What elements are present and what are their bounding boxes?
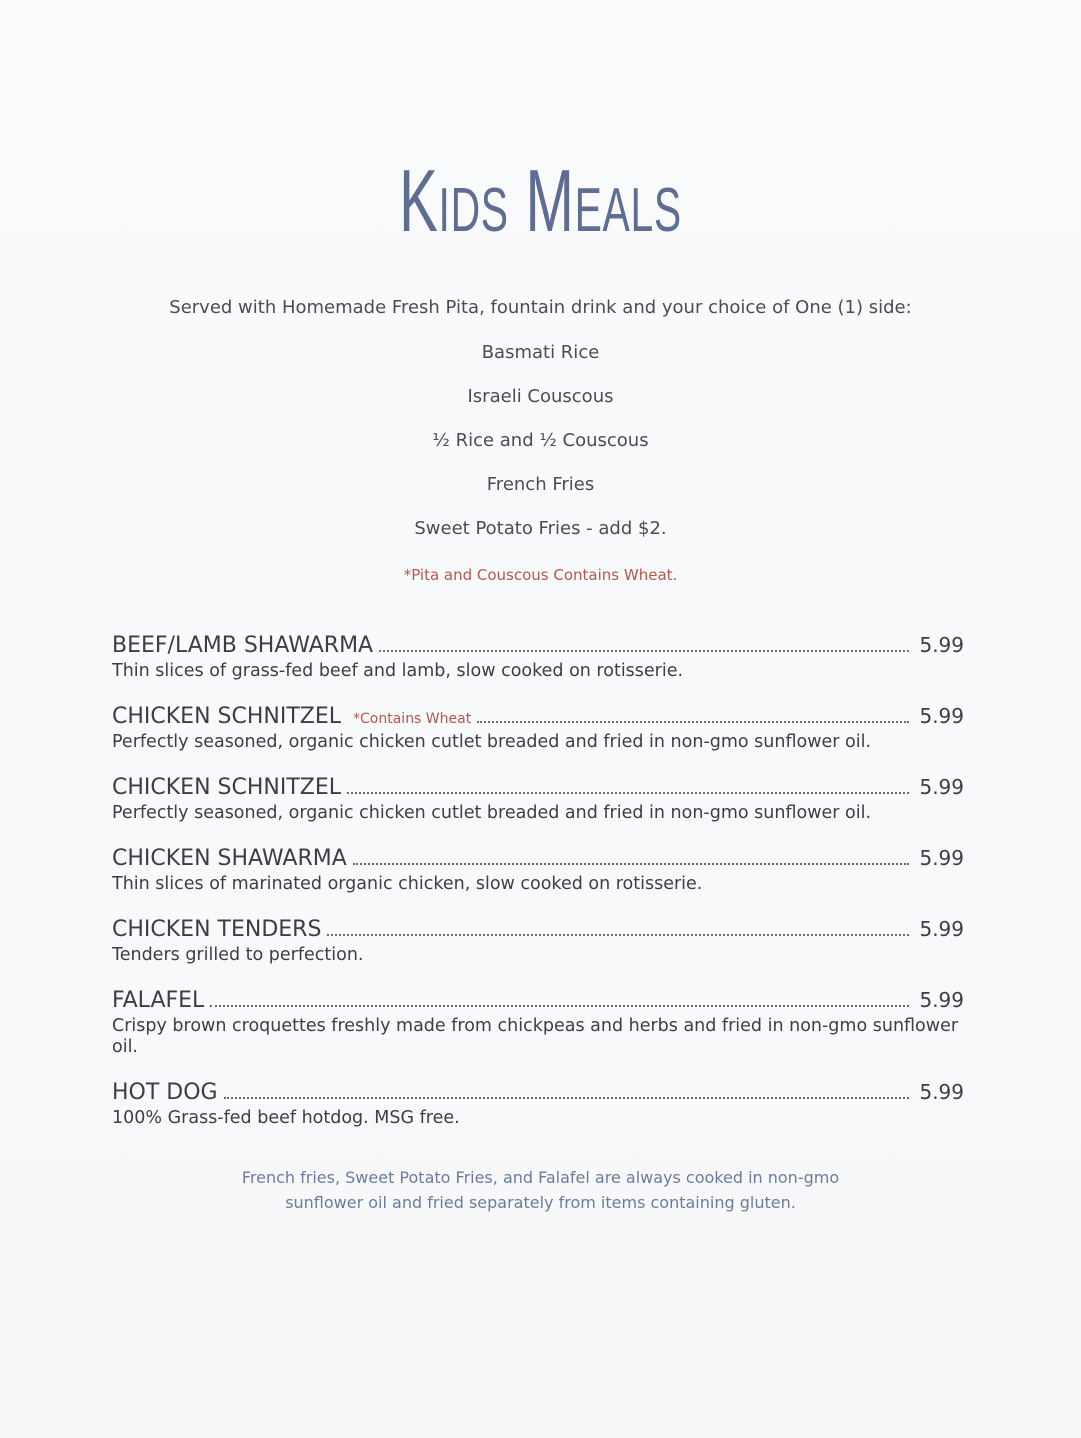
footer-line: sunflower oil and fried separately from items containing gluten.	[285, 1193, 796, 1212]
menu-item	[112, 846, 964, 895]
item-price: 5.99	[919, 917, 964, 941]
item-description: Perfectly seasoned, organic chicken cutlet breaded and fried in non-gmo sunflower oil.	[112, 803, 872, 823]
item-name: CHICKEN TENDERS	[112, 917, 322, 942]
item-description: Perfectly seasoned, organic chicken cutlet breaded and fried in non-gmo sunflower oil.	[112, 732, 872, 752]
footer-line: French fries, Sweet Potato Fries, and Falafel are always cooked in non-gmo	[241, 1168, 840, 1187]
item-description: 100% Grass-fed beef hotdog. MSG free.	[112, 1108, 460, 1128]
footer-note	[0, 1165, 1081, 1215]
wheat-note: *Pita and Couscous Contains Wheat.	[403, 566, 678, 584]
side-option: Israeli Couscous	[467, 386, 614, 407]
side-option: Sweet Potato Fries - add $2.	[414, 518, 667, 539]
side-option: ½ Rice and ½ Couscous	[432, 430, 649, 451]
item-name: CHICKEN SHAWARMA	[112, 846, 347, 871]
menu-item	[112, 917, 964, 966]
dot-leader	[224, 1096, 910, 1099]
item-description: Thin slices of marinated organic chicken, slow cooked on rotisserie.	[112, 874, 703, 894]
dot-leader	[379, 649, 909, 652]
item-price: 5.99	[919, 846, 964, 870]
item-price: 5.99	[919, 988, 964, 1012]
item-name: BEEF/LAMB SHAWARMA	[112, 633, 374, 658]
menu-item	[112, 1080, 964, 1129]
menu-item	[112, 704, 964, 753]
dot-leader	[327, 933, 909, 936]
menu-item	[112, 775, 964, 824]
menu-item	[112, 988, 964, 1058]
item-description: Thin slices of grass-fed beef and lamb, slow cooked on rotisserie.	[112, 661, 684, 681]
dot-leader	[477, 720, 909, 723]
item-price: 5.99	[919, 775, 964, 799]
page-title: Kids Meals	[399, 151, 682, 250]
side-option: Basmati Rice	[481, 342, 600, 363]
menu-items	[112, 633, 964, 1151]
side-option: French Fries	[486, 474, 595, 495]
item-name: CHICKEN SCHNITZEL	[112, 775, 342, 800]
item-name: FALAFEL	[112, 988, 205, 1013]
item-name: CHICKEN SCHNITZEL	[112, 704, 342, 729]
side-options-list	[0, 342, 1081, 562]
dot-leader	[353, 862, 910, 865]
item-description: Crispy brown croquettes freshly made from chickpeas and herbs and fried in non-gmo sunflower oil.	[112, 1016, 959, 1057]
menu-item	[112, 633, 964, 682]
item-price: 5.99	[919, 633, 964, 657]
intro-text: Served with Homemade Fresh Pita, fountain drink and your choice of One (1) side:	[169, 297, 912, 318]
dot-leader	[210, 1004, 909, 1007]
item-name: HOT DOG	[112, 1080, 218, 1105]
item-price: 5.99	[919, 1080, 964, 1104]
item-price: 5.99	[919, 704, 964, 728]
item-description: Tenders grilled to perfection.	[112, 945, 364, 965]
item-allergen-tag: *Contains Wheat	[353, 711, 472, 727]
dot-leader	[347, 791, 909, 794]
